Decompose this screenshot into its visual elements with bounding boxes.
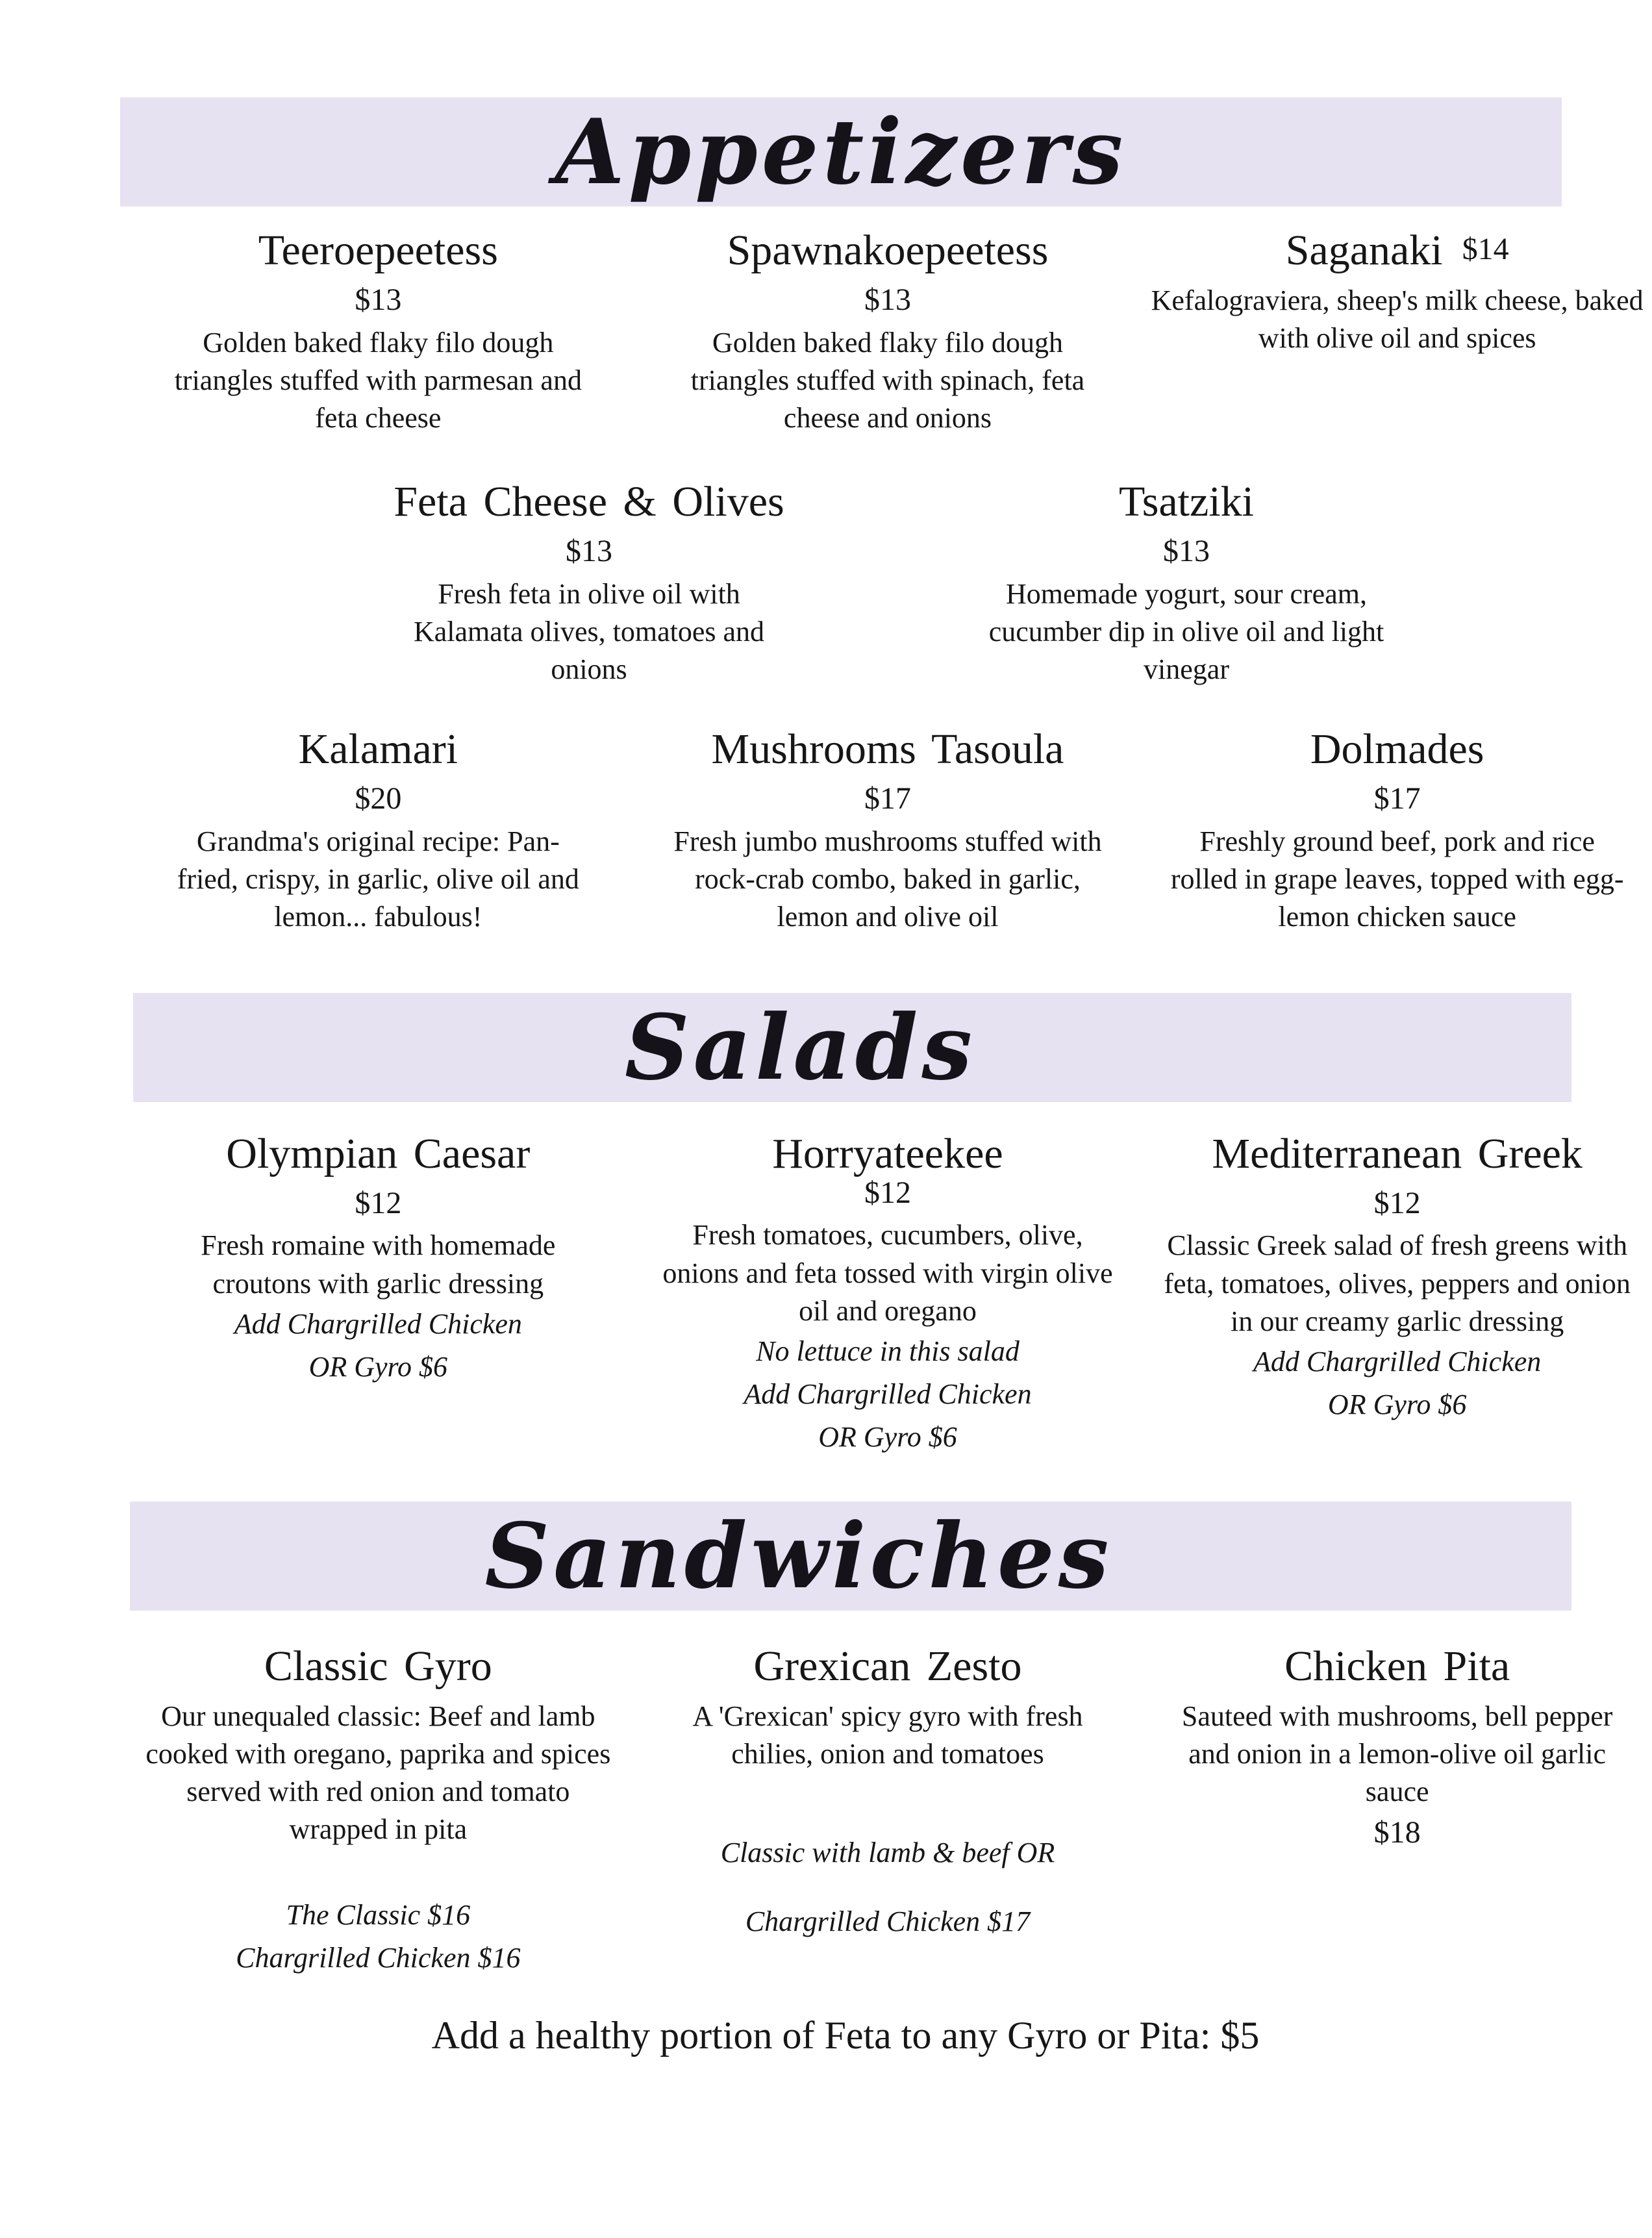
item-price: $13 xyxy=(1163,533,1210,568)
menu-item-teeroepeetess xyxy=(123,226,633,437)
item-name: Feta Cheese & Olives xyxy=(394,477,784,525)
item-name: Horryateekee xyxy=(772,1129,1003,1177)
item-description: Golden baked flaky filo dough triangles stuffed with parmesan and feta cheese xyxy=(174,326,582,434)
item-price: $20 xyxy=(355,781,402,816)
item-name: Teeroepeetess xyxy=(258,227,498,274)
item-description: Fresh feta in olive oil with Kalamata olives, tomatoes and onions xyxy=(413,577,765,685)
item-description: Homemade yogurt, sour cream, cucumber dip in olive oil and light vinegar xyxy=(988,577,1384,685)
menu-item-spawnakoepeetess xyxy=(633,226,1143,437)
item-note: Add Chargrilled Chicken xyxy=(234,1307,522,1340)
sandwiches-banner xyxy=(130,1502,1571,1611)
item-note: Add Chargrilled Chicken xyxy=(1253,1345,1542,1377)
item-price: $12 xyxy=(864,1175,911,1210)
item-description: Golden baked flaky filo dough triangles stuffed with spinach, feta cheese and onions xyxy=(690,326,1085,434)
item-name: Spawnakoepeetess xyxy=(727,227,1049,274)
item-description: Grandma's original recipe: Pan-fried, crispy, in garlic, olive oil and lemon... fabulous! xyxy=(177,825,579,933)
item-name: Dolmades xyxy=(1310,725,1484,773)
appetizers-row-1 xyxy=(123,226,1652,437)
item-note: Add Chargrilled Chicken xyxy=(744,1377,1032,1410)
item-price: $13 xyxy=(355,282,402,317)
item-description: A 'Grexican' spicy gyro with fresh chilies, onion and tomatoes xyxy=(692,1700,1083,1770)
section-appetizers xyxy=(0,97,1652,936)
item-price: $17 xyxy=(864,781,911,816)
salads-title: Salads xyxy=(624,994,977,1100)
menu-item-tsatziki xyxy=(933,477,1440,688)
item-name: Kalamari xyxy=(298,725,458,773)
item-description: Freshly ground beef, pork and rice rolled in grape leaves, topped with egg-lemon chicken sauce xyxy=(1170,825,1624,933)
menu-item-mediterranean-greek xyxy=(1142,1129,1652,1459)
item-price: $13 xyxy=(864,282,911,317)
menu-item-dolmades xyxy=(1142,725,1652,936)
appetizers-title: Appetizers xyxy=(555,99,1127,205)
sandwiches-title: Sandwiches xyxy=(484,1502,1113,1609)
item-price: $12 xyxy=(355,1185,402,1220)
item-note: Classic with lamb & beef OR xyxy=(720,1836,1055,1868)
footer-note: Add a healthy portion of Feta to any Gyro or Pita: $5 xyxy=(431,2013,1260,2057)
item-note: No lettuce in this salad xyxy=(756,1335,1020,1367)
item-description: Fresh tomatoes, cucumbers, olive, onions and feta tossed with virgin olive oil and oregano xyxy=(662,1219,1113,1327)
item-name xyxy=(1149,226,1646,275)
item-price: $13 xyxy=(566,533,612,568)
salads-row xyxy=(123,1129,1652,1459)
item-note: Chargrilled Chicken $16 xyxy=(236,1941,521,1974)
item-name: Tsatziki xyxy=(1119,477,1254,525)
item-note: OR Gyro $6 xyxy=(818,1420,957,1453)
menu-item-horryateekee xyxy=(633,1129,1143,1459)
item-name: Mediterranean Greek xyxy=(1212,1129,1583,1177)
menu-item-feta-cheese-olives xyxy=(336,477,842,688)
menu-item-grexican-zesto xyxy=(633,1642,1143,1980)
appetizers-row-2 xyxy=(123,477,1652,688)
item-note: The Classic $16 xyxy=(286,1898,471,1931)
menu-item-chicken-pita xyxy=(1142,1642,1652,1980)
item-description: Our unequaled classic: Beef and lamb cooked with oregano, paprika and spices served with red onion and tomato wrapped in pita xyxy=(145,1700,611,1845)
sandwiches-row xyxy=(123,1642,1652,1980)
section-salads xyxy=(0,993,1652,1459)
item-name: Olympian Caesar xyxy=(226,1129,531,1177)
item-price: $12 xyxy=(1373,1185,1421,1220)
item-name: Chicken Pita xyxy=(1284,1642,1510,1690)
menu-item-kalamari xyxy=(123,725,633,936)
item-price: $18 xyxy=(1373,1815,1421,1850)
menu-item-classic-gyro xyxy=(123,1642,633,1980)
item-price: $17 xyxy=(1373,781,1421,816)
item-description: Fresh jumbo mushrooms stuffed with rock-crab combo, baked in garlic, lemon and olive oil xyxy=(673,825,1102,933)
item-price: $14 xyxy=(1462,232,1509,266)
item-note: OR Gyro $6 xyxy=(308,1350,448,1383)
item-name: Grexican Zesto xyxy=(753,1642,1022,1690)
item-description: Fresh romaine with homemade croutons with garlic dressing xyxy=(201,1229,556,1300)
item-description: Sauteed with mushrooms, bell pepper and onion in a lemon-olive oil garlic sauce xyxy=(1181,1700,1613,1807)
item-note: OR Gyro $6 xyxy=(1327,1388,1467,1420)
item-description: Kefalograviera, sheep's milk cheese, baked with olive oil and spices xyxy=(1151,284,1644,354)
menu-item-olympian-caesar xyxy=(123,1129,633,1459)
item-note: Chargrilled Chicken $17 xyxy=(745,1905,1031,1937)
item-description: Classic Greek salad of fresh greens with feta, tomatoes, olives, peppers and onion in our creamy garlic dressing xyxy=(1164,1229,1631,1337)
appetizers-banner xyxy=(120,97,1562,207)
item-name-text: Saganaki xyxy=(1285,227,1443,274)
menu-item-saganaki xyxy=(1142,226,1652,437)
appetizers-row-3 xyxy=(123,725,1652,936)
section-sandwiches xyxy=(0,1502,1652,1980)
menu-item-mushrooms-tasoula xyxy=(633,725,1143,936)
item-name: Mushrooms Tasoula xyxy=(711,725,1064,773)
salads-banner xyxy=(133,993,1571,1102)
item-name: Classic Gyro xyxy=(264,1642,492,1690)
menu-page xyxy=(0,97,1652,2238)
